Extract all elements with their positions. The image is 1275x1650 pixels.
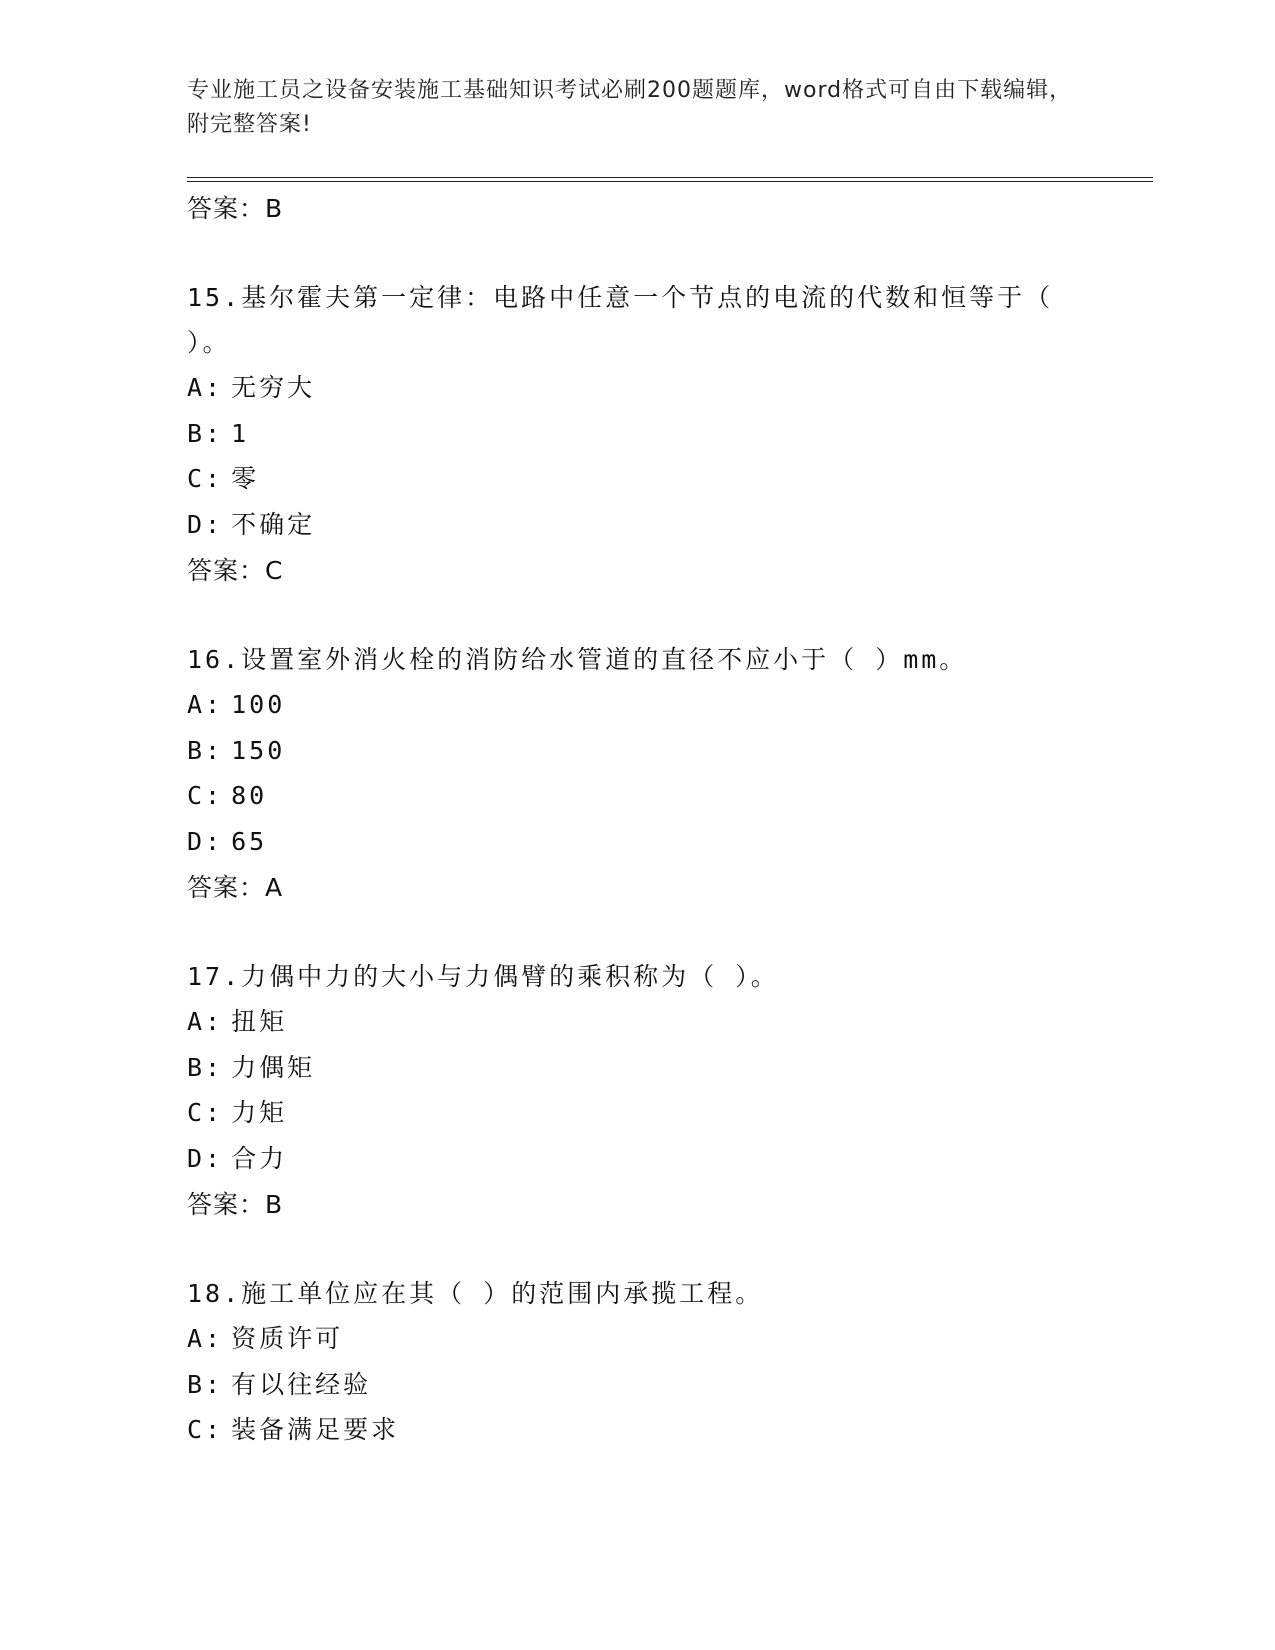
option: [187, 1136, 1153, 1182]
option-key: C:: [187, 464, 224, 493]
option-value: 零: [231, 464, 260, 493]
option-key: C:: [187, 1098, 224, 1127]
option: [187, 1090, 1153, 1136]
option: [187, 365, 1153, 411]
option-key: A:: [187, 1007, 224, 1036]
option: [187, 682, 1153, 728]
option: [187, 456, 1153, 502]
option: [187, 1045, 1153, 1091]
option-key: C:: [187, 1415, 224, 1444]
option-key: B:: [187, 735, 224, 765]
question-block: [187, 954, 1153, 1229]
option-value: 合力: [231, 1143, 288, 1173]
question-text: 16.设置室外消火栓的消防给水管道的直径不应小于（ ）mm。: [187, 645, 968, 674]
option-key: D:: [187, 1143, 224, 1173]
option-key: A:: [187, 373, 224, 402]
question-block: [187, 637, 1153, 912]
question-list: [187, 185, 1153, 1453]
header-rule-top: [187, 177, 1153, 178]
option-key: A:: [187, 1324, 224, 1353]
question-block: [187, 275, 1153, 595]
option-value: 65: [231, 826, 268, 856]
option-key: B:: [187, 1052, 224, 1082]
option-value: 80: [231, 781, 268, 810]
option-key: C:: [187, 781, 224, 810]
option-value: 150: [231, 735, 286, 765]
option-value: 扭矩: [231, 1007, 288, 1036]
question-block: [187, 1271, 1153, 1453]
answer-label: 答案：A: [187, 873, 284, 902]
option-value: 100: [231, 690, 286, 719]
option-value: 力矩: [231, 1098, 288, 1127]
option-value: 力偶矩: [231, 1052, 316, 1082]
option-value: 1: [231, 418, 250, 448]
option: [187, 1316, 1153, 1362]
option-key: A:: [187, 690, 224, 719]
option-value: 资质许可: [231, 1324, 344, 1353]
option-value: 不确定: [231, 509, 316, 539]
option-key: D:: [187, 509, 224, 539]
option: [187, 728, 1153, 774]
option-key: B:: [187, 1369, 224, 1399]
answer-label: 答案：B: [187, 1190, 284, 1219]
answer-label: 答案：C: [187, 556, 284, 585]
option-value: 装备满足要求: [231, 1415, 400, 1444]
option-key: B:: [187, 418, 224, 448]
option-value: 有以往经验: [231, 1369, 372, 1399]
option: [187, 773, 1153, 819]
question-text: 17.力偶中力的大小与力偶臂的乘积称为（ ）。: [187, 962, 779, 991]
document-header: 专业施工员之设备安装施工基础知识考试必刷200题题库，word格式可自由下载编辑，附完整答案!: [187, 78, 1073, 137]
option: [187, 1362, 1153, 1408]
option-value: 无穷大: [231, 373, 316, 402]
option-key: D:: [187, 826, 224, 856]
option: [187, 411, 1153, 457]
header-rule-bottom: [187, 181, 1153, 182]
question-text: 15.基尔霍夫第一定律：电路中任意一个节点的电流的代数和恒等于（ ）。: [187, 283, 1054, 357]
option: [187, 819, 1153, 865]
option: [187, 502, 1153, 548]
option: [187, 1407, 1153, 1453]
answer-label: 答案：B: [187, 194, 284, 223]
option: [187, 999, 1153, 1045]
question-text: 18.施工单位应在其（ ）的范围内承揽工程。: [187, 1279, 764, 1308]
